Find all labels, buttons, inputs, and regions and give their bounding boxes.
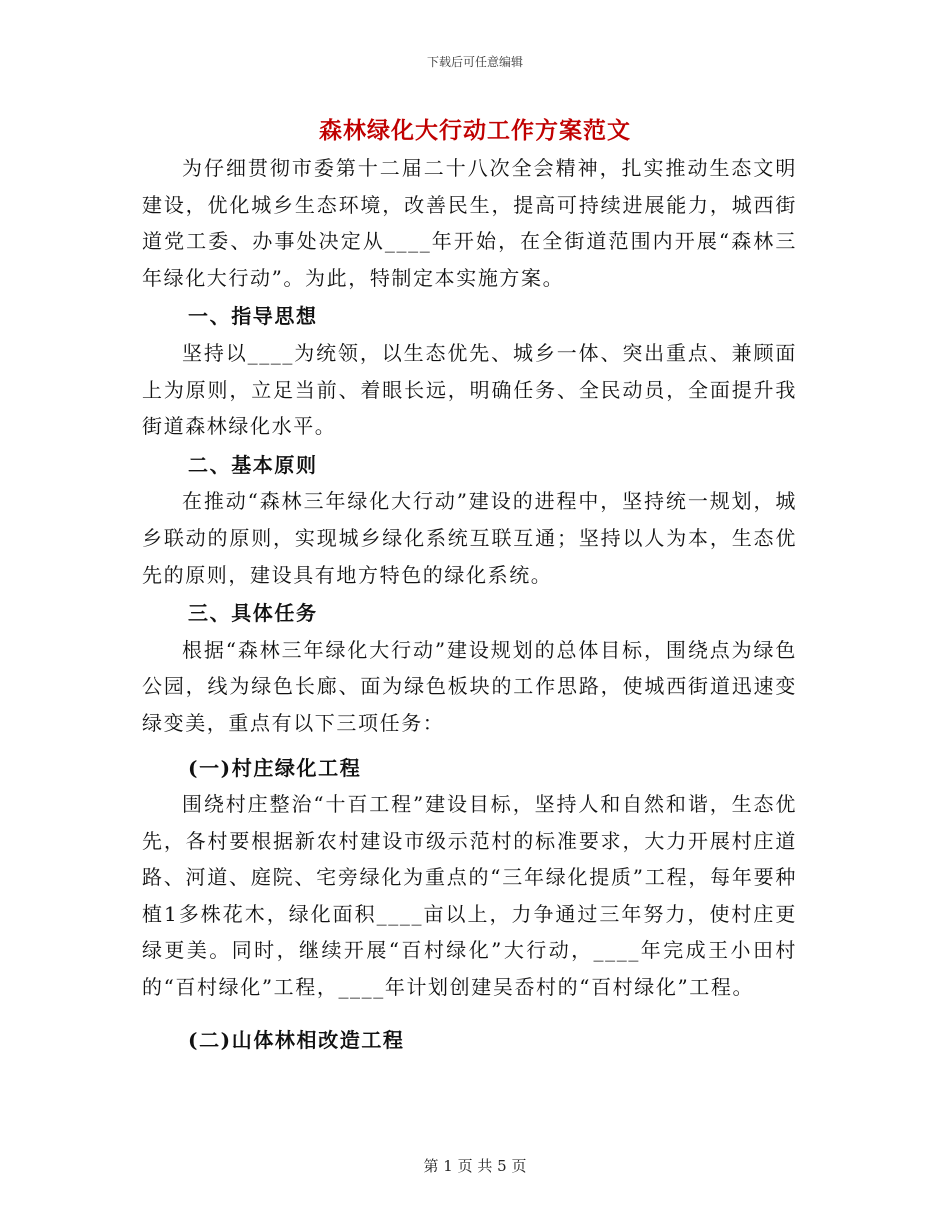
subsection-paragraph-village-greening: 围绕村庄整治“十百工程”建设目标，坚持人和自然和谐，生态优先，各村要根据新农村建设市级示范村的标准要求，大力开展村庄道路、河道、庭院、宅旁绿化为重点的“三年绿化提质”工程，每年要种植1多株花木，绿化面积____亩以上，力争通过三年努力，使村庄更绿更美。同时，继续开展“百村绿化”大行动，____年完成王小田村的“百村绿化”工程，____年计划创建吴岙村的“百村绿化”工程。 — [142, 792, 797, 1000]
section-paragraph-basic-principles: 在推动“森林三年绿化大行动”建设的进程中，坚持统一规划，城乡联动的原则，实现城乡绿化系统互联互通；坚持以人为本，生态优先的原则，建设具有地方特色的绿化系统。 — [142, 489, 797, 587]
subsection-heading-village-greening: (一)村庄绿化工程 — [188, 755, 362, 780]
document-body — [142, 150, 797, 1058]
document-title: 森林绿化大行动工作方案范文 — [319, 117, 631, 144]
section-paragraph-specific-tasks: 根据“森林三年绿化大行动”建设规划的总体目标，围绕点为绿色公园，线为绿色长廊、面为绿色板块的工作思路，使城西街道迅速变绿变美，重点有以下三项任务： — [142, 637, 797, 735]
page-footer: 第 1 页 共 5 页 — [423, 1157, 527, 1175]
section-heading-guiding-ideology: 一、指导思想 — [188, 304, 318, 329]
header-note: 下载后可任意编辑 — [426, 55, 523, 69]
section-paragraph-guiding-ideology: 坚持以____为统领，以生态优先、城乡一体、突出重点、兼顾面上为原则，立足当前、着眼长远，明确任务、全民动员，全面提升我街道森林绿化水平。 — [142, 340, 797, 439]
section-heading-basic-principles: 二、基本原则 — [188, 452, 318, 477]
subsection-heading-mountain-forest: (二)山体林相改造工程 — [188, 1027, 405, 1052]
section-heading-specific-tasks: 三、具体任务 — [188, 601, 318, 626]
intro-paragraph: 为仔细贯彻市委第十二届二十八次全会精神，扎实推动生态文明建设，优化城乡生态环境，改善民生，提高可持续进展能力，城西街道党工委、办事处决定从____年开始，在全街道范围内开展“森林三年绿化大行动”。为此，特制定本实施方案。 — [142, 156, 797, 290]
